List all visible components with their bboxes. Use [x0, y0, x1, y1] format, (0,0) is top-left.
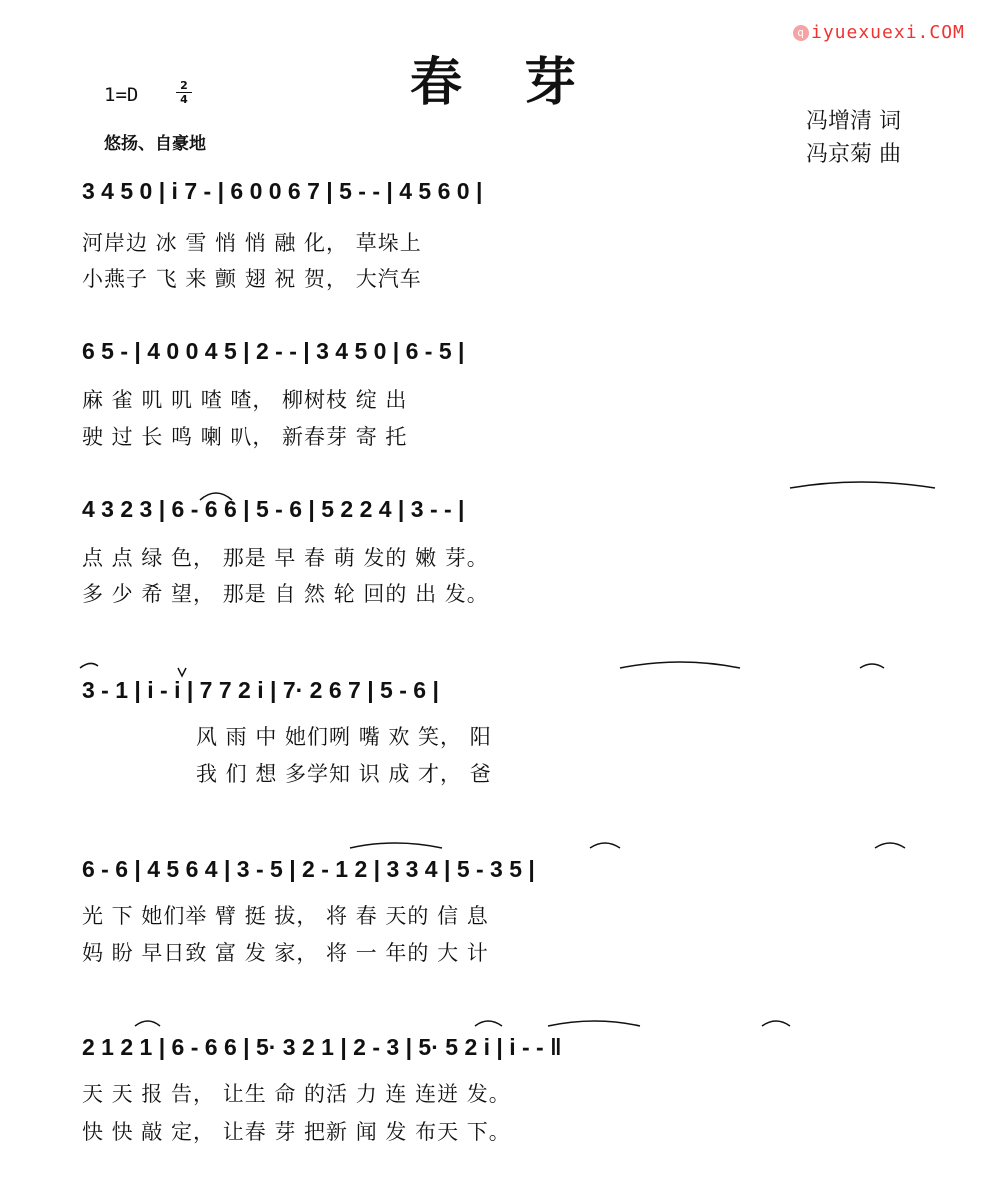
notation-row-5: 6 - 6 | 4 5 6 4 | 3 - 5 | 2 - 1 2 | 3 3 4 | 5 - 3 5 |	[82, 856, 535, 882]
lyrics-row-2-verse-1: 麻 雀 叽 叽 喳 喳， 柳树枝 绽 出	[82, 388, 408, 412]
lyrics-row-1-verse-2: 小燕子 飞 来 颤 翅 祝 贺， 大汽车	[82, 267, 422, 291]
breath-mark	[178, 668, 186, 676]
lyrics-row-6-verse-1: 天 天 报 告， 让生 命 的活 力 连 连迸 发。	[82, 1082, 511, 1106]
lyrics-row-3-verse-1: 点 点 绿 色， 那是 早 春 萌 发的 嫩 芽。	[82, 546, 489, 570]
lyrics-row-6-verse-2: 快 快 敲 定， 让春 芽 把新 闻 发 布天 下。	[82, 1120, 511, 1144]
tie-mark	[350, 843, 442, 848]
slur-mark	[475, 1021, 502, 1026]
lyrics-row-5-verse-1: 光 下 她们举 臂 挺 拔， 将 春 天的 信 息	[82, 904, 489, 928]
lyrics-row-3-verse-2: 多 少 希 望， 那是 自 然 轮 回的 出 发。	[82, 582, 489, 606]
lyrics-row-4-verse-2: 我 们 想 多学知 识 成 才， 爸	[196, 762, 492, 786]
slur-mark	[875, 843, 905, 848]
tempo-marking: 悠扬、自豪地	[104, 134, 206, 154]
song-title: 春 芽	[410, 53, 599, 113]
watermark-text: iyuexuexi.COM	[811, 22, 965, 43]
notation-row-2: 6 5 - | 4 0 0 4 5 | 2 - - | 3 4 5 0 | 6 - 5 |	[82, 338, 465, 364]
lyrics-row-2-verse-2: 驶 过 长 鸣 喇 叭， 新春芽 寄 托	[82, 425, 408, 449]
tie-mark	[790, 482, 935, 488]
slur-mark	[860, 664, 884, 668]
notation-row-1: 3 4 5 0 | i 7 - | 6 0 0 6 7 | 5 - - | 4 5 6 0 |	[82, 178, 483, 204]
slur-mark	[200, 493, 232, 500]
notation-row-4: 3 - 1 | i - i | 7 7 2 i | 7· 2 6 7 | 5 - 6 |	[82, 677, 439, 703]
key-signature: 1=D	[104, 84, 139, 106]
q-logo-icon: q	[793, 25, 809, 41]
notation-row-3: 4 3 2 3 | 6 - 6 6 | 5 - 6 | 5 2 2 4 | 3 - - |	[82, 496, 465, 522]
lyrics-row-4-verse-1: 风 雨 中 她们咧 嘴 欢 笑， 阳	[196, 725, 492, 749]
time-signature-top: 2	[180, 79, 188, 92]
notation-row-6: 2 1 2 1 | 6 - 6 6 | 5· 3 2 1 | 2 - 3 | 5· 5 2 i | i - - ‖	[82, 1034, 562, 1060]
lyrics-row-1-verse-1: 河岸边 冰 雪 悄 悄 融 化， 草垛上	[82, 231, 422, 255]
slur-mark	[590, 843, 620, 848]
tie-mark	[80, 663, 98, 668]
tie-mark	[548, 1021, 640, 1026]
slur-mark	[620, 662, 740, 668]
lyrics-row-5-verse-2: 妈 盼 早日致 富 发 家， 将 一 年的 大 计	[82, 941, 489, 965]
slur-mark	[135, 1021, 160, 1026]
slur-mark	[762, 1021, 790, 1026]
time-signature-bottom: 4	[180, 93, 188, 106]
composer-credit: 冯京菊 曲	[806, 142, 901, 167]
lyricist-credit: 冯增清 词	[806, 109, 901, 134]
